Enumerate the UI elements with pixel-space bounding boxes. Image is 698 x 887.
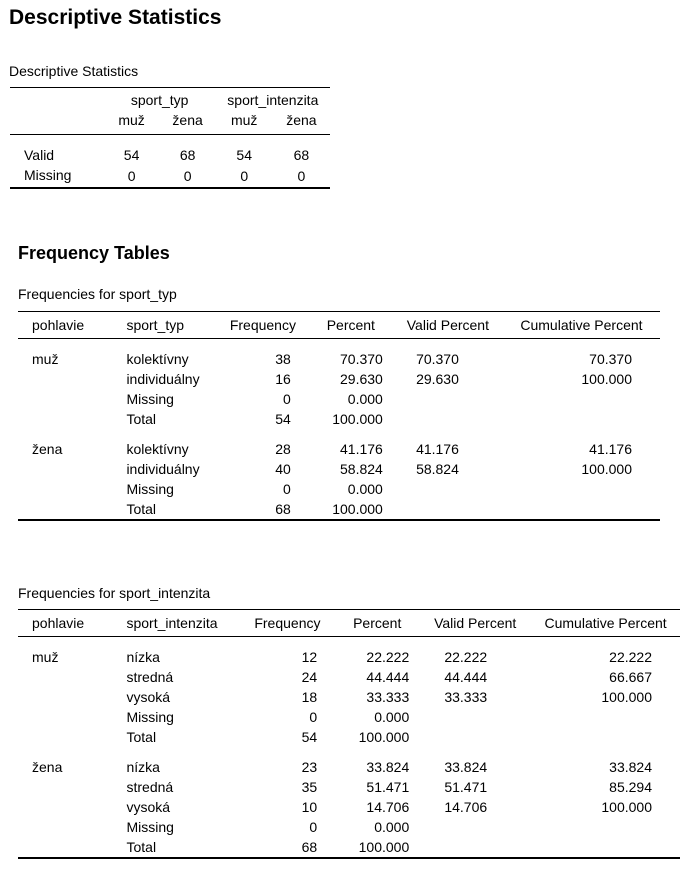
table-row <box>18 817 680 837</box>
cell <box>419 817 531 837</box>
col-header: muž <box>230 112 258 128</box>
cell: 85.294 <box>609 779 652 795</box>
category-label: nízka <box>126 649 160 665</box>
table-row <box>18 707 680 727</box>
cell <box>393 479 503 499</box>
cell: 51.471 <box>366 779 410 795</box>
table-row <box>18 409 660 429</box>
cell: 23 <box>301 759 318 775</box>
category-label: stredná <box>126 779 174 795</box>
freq2-caption: Frequencies for sport_intenzita <box>18 585 211 601</box>
category-label: individuálny <box>126 371 200 387</box>
frequency-tables-heading: Frequency Tables <box>18 243 170 263</box>
cell: 100.000 <box>581 371 632 387</box>
table-row <box>10 145 330 165</box>
frequency-table-sport-typ <box>18 311 660 521</box>
cell: 33.824 <box>366 759 410 775</box>
cell: 0 <box>240 168 249 184</box>
cell: 68 <box>301 839 318 855</box>
col-header: pohlavie <box>32 317 85 333</box>
cell <box>531 727 680 747</box>
cell: 0 <box>309 709 318 725</box>
group-label: muž <box>32 351 59 367</box>
cell: 40 <box>275 461 291 477</box>
category-label: vysoká <box>126 689 171 705</box>
cell: 41.176 <box>340 441 383 457</box>
cell: 58.824 <box>340 461 383 477</box>
cell: 28 <box>275 441 291 457</box>
row-label: Missing <box>24 167 72 183</box>
row-label: Valid <box>24 147 55 163</box>
cell: 33.333 <box>366 689 410 705</box>
col-header: Cumulative Percent <box>520 317 643 333</box>
col-header: Percent <box>326 317 375 333</box>
table-row <box>18 757 680 777</box>
category-label: Missing <box>126 819 174 835</box>
col-header: Valid Percent <box>406 317 489 333</box>
cell: 100.000 <box>332 501 383 517</box>
cell: 10 <box>301 799 318 815</box>
table-row <box>18 797 680 817</box>
cell: 0.000 <box>374 819 410 835</box>
group-label: muž <box>32 649 59 665</box>
cell <box>503 499 660 520</box>
cell: 14.706 <box>444 799 488 815</box>
table-row <box>18 837 680 858</box>
table-row <box>18 777 680 797</box>
cell: 0.000 <box>374 709 410 725</box>
cell: 54 <box>123 147 140 163</box>
category-label: Total <box>126 839 157 855</box>
cell <box>531 707 680 727</box>
cell: 29.630 <box>416 371 459 387</box>
cell: 51.471 <box>444 779 488 795</box>
group-label: žena <box>32 441 63 457</box>
cell <box>531 837 680 858</box>
col-header: Cumulative Percent <box>544 615 667 631</box>
table-row <box>18 667 680 687</box>
cell: 54 <box>275 411 291 427</box>
frequency-table-sport-intenzita <box>18 609 680 859</box>
cell: 18 <box>301 689 318 705</box>
cell: 0.000 <box>347 481 383 497</box>
cell: 100.000 <box>581 461 632 477</box>
cell: 0 <box>297 168 306 184</box>
cell: 14.706 <box>366 799 410 815</box>
col-header: pohlavie <box>32 615 85 631</box>
cell: 0 <box>283 481 291 497</box>
cell <box>393 389 503 409</box>
cell <box>503 479 660 499</box>
col-header: žena <box>286 112 317 128</box>
col-header: Frequency <box>254 615 321 631</box>
cell: 12 <box>301 649 318 665</box>
cell <box>393 499 503 520</box>
cell: 0.000 <box>347 391 383 407</box>
cell <box>419 837 531 858</box>
cell: 44.444 <box>366 669 410 685</box>
cell: 22.222 <box>444 649 488 665</box>
cell: 54 <box>236 147 252 163</box>
group-header-sport-intenzita: sport_intenzita <box>227 92 319 108</box>
cell: 58.824 <box>416 461 459 477</box>
descriptive-table <box>10 87 330 189</box>
cell: 70.370 <box>340 351 383 367</box>
cell: 100.000 <box>601 799 652 815</box>
col-header: Valid Percent <box>434 615 517 631</box>
table-row <box>18 369 660 389</box>
cell: 100.000 <box>358 729 410 745</box>
cell: 70.370 <box>589 351 632 367</box>
category-label: nízka <box>126 759 160 775</box>
cell <box>393 409 503 429</box>
cell: 16 <box>275 371 291 387</box>
cell: 68 <box>293 147 310 163</box>
group-label: žena <box>32 759 63 775</box>
table-row <box>18 479 660 499</box>
category-label: individuálny <box>126 461 200 477</box>
category-label: kolektívny <box>126 351 189 367</box>
category-label: stredná <box>126 669 174 685</box>
category-label: vysoká <box>126 799 171 815</box>
cell: 29.630 <box>340 371 383 387</box>
col-header: muž <box>118 112 145 128</box>
table-row <box>18 439 660 459</box>
cell: 35 <box>301 779 318 795</box>
freq1-caption: Frequencies for sport_typ <box>18 286 177 302</box>
cell: 100.000 <box>358 839 410 855</box>
cell: 100.000 <box>601 689 652 705</box>
cell: 38 <box>275 351 291 367</box>
col-header: sport_typ <box>126 317 185 333</box>
cell: 100.000 <box>332 411 383 427</box>
table-row <box>18 499 660 520</box>
cell: 22.222 <box>366 649 410 665</box>
category-label: Total <box>126 501 157 517</box>
category-label: kolektívny <box>126 441 189 457</box>
cell: 33.824 <box>609 759 652 775</box>
category-label: Total <box>126 411 157 427</box>
cell: 33.333 <box>444 689 488 705</box>
cell: 24 <box>301 669 318 685</box>
cell <box>419 707 531 727</box>
cell: 41.176 <box>589 441 632 457</box>
descriptive-caption: Descriptive Statistics <box>9 63 139 79</box>
cell: 68 <box>275 501 291 517</box>
cell: 22.222 <box>609 649 652 665</box>
cell: 44.444 <box>444 669 488 685</box>
col-header: Percent <box>353 615 402 631</box>
table-row <box>18 389 660 409</box>
category-label: Missing <box>126 481 174 497</box>
cell: 0 <box>183 168 192 184</box>
col-header: žena <box>172 112 203 128</box>
table-row <box>18 459 660 479</box>
col-header: sport_intenzita <box>126 615 218 631</box>
cell <box>503 409 660 429</box>
cell: 41.176 <box>416 441 459 457</box>
cell: 54 <box>301 729 318 745</box>
table-row <box>18 647 680 667</box>
cell <box>531 817 680 837</box>
group-header-sport-typ: sport_typ <box>130 92 189 108</box>
table-row <box>18 349 660 369</box>
cell: 0 <box>309 819 318 835</box>
table-row <box>18 687 680 707</box>
cell: 0 <box>283 391 291 407</box>
cell <box>503 389 660 409</box>
category-label: Missing <box>126 391 174 407</box>
cell <box>419 727 531 747</box>
cell: 33.824 <box>444 759 488 775</box>
table-row <box>10 165 330 188</box>
page-title: Descriptive Statistics <box>9 6 222 29</box>
cell: 66.667 <box>609 669 652 685</box>
col-header: Frequency <box>229 317 296 333</box>
cell: 0 <box>127 168 136 184</box>
category-label: Total <box>126 729 157 745</box>
table-row <box>18 727 680 747</box>
cell: 68 <box>179 147 196 163</box>
category-label: Missing <box>126 709 174 725</box>
cell: 70.370 <box>416 351 459 367</box>
